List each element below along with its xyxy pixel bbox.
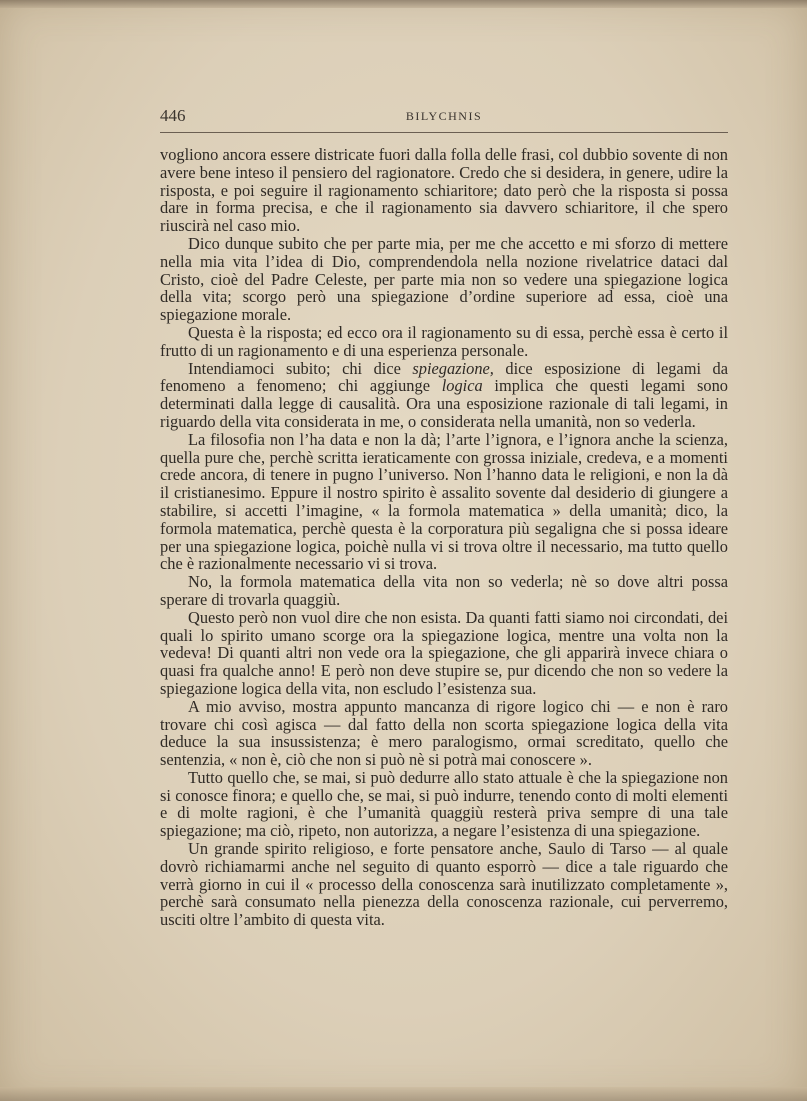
paragraph-4-italic-spiegazione: spiegazione, [412,358,494,378]
paragraph-5: La filosofia non l’ha data e non la dà; l’arte l’ignora, e l’ignora anche la scienza, quella pure che, perchè scritta ieraticamente con grossa iniziale, credeva, e a momenti crede ancora, di tenere in pugno l’universo. Non l’hanno data le religioni, e non la dà il cristianesimo. Eppure il nostro spirito è assalito sovente dal desiderio di giungere a stabilire, si accetti l’imagine, « la formola matematica » della umanità; dico, la formola matematica, perchè questa è la corporatura più segaligna che si possa ideare per una spiegazione logica, poichè nulla vi si trova oltre il necessario, ma tutto quello che è razionalmente necessario vi si trova. [160,429,728,574]
page-bottom-edge [0,1087,807,1101]
paragraph-7: Questo però non vuol dire che non esista. Da quanti fatti siamo noi circondati, dei quali lo spirito umano scorge ora la spiegazione logica, mentre una volta non la vedeva! Di quanti altri non vede ora la spiegazione, che gli apparirà invece chiara o quasi fra qualche anno! E però non deve stupire se, pur dicendo che non so vedere la spiegazione logica della vita, non escludo l’esistenza sua. [160,607,728,698]
paragraph-4 [160,360,728,431]
paragraph-8: A mio avviso, mostra appunto mancanza di rigore logico chi — e non è raro trovare chi così agisca — dal fatto della non scorta spiegazione logica della vita deduce la sua insussistenza; è mero paralogismo, ormai screditato, quello che sentenzia, « non è, ciò che non si può nè si potrà mai conoscere ». [160,696,728,770]
running-header [160,106,728,133]
paragraph-4-italic-logica: logica [441,376,483,396]
paragraph-3: Questa è la risposta; ed ecco ora il ragionamento su di essa, perchè essa è certo il frutto di un ragionamento e di una esperienza personale. [160,322,728,360]
page-number: 446 [160,106,186,125]
paragraph-2: Dico dunque subito che per parte mia, per me che accetto e mi sforzo di mettere nella mia vita l’idea di Dio, comprendendola nella nozione rivelatrice dataci dal Cristo, cioè del Padre Celeste, per parte mia non so vedere una spiegazione logica della vita; scorgo però una spiegazione d’ordine superiore ad essa, cioè una spiegazione morale. [160,233,728,325]
running-title: BILYCHNIS [405,109,483,123]
page-top-edge [0,0,807,8]
paragraph-4-text-a: Intendiamoci subito; chi dice [188,358,413,378]
paragraph-6: No, la formola matematica della vita non so vederla; nè so dove altri possa sperare di trovarla quaggiù. [160,572,728,609]
paragraph-4-text-b: dice esposizione di legami da fenomeno a fenomeno; chi aggiunge [160,358,728,396]
body-text [160,146,728,929]
paragraph-4-text-c: implica che questi legami sono determinati dalla legge di causalità. Ora una esposizione razionale di tali legami, in riguardo della vita considerata in me, o considerata nella umanità, non so vederla. [160,376,729,431]
paragraph-1: vogliono ancora essere districate fuori dalla folla delle frasi, col dubbio sovente di non avere bene inteso il pensiero del ragionatore. Credo che si desidera, in genere, udire la risposta, e poi seguire il ragionamento schiaritore; dato però che la risposta si possa dare in forma precisa, e che il ragionamento sia davvero schiaritore, il che spero riuscirà nel caso mio. [160,145,728,236]
paragraph-9: Tutto quello che, se mai, si può dedurre allo stato attuale è che la spiegazione non si conosce finora; e quello che, se mai, si può indurre, tenendo conto di molti elementi e di molte ragioni, è che l’umanità quaggiù resterà priva sempre di una tale spiegazione; ma ciò, ripeto, non autorizza, a negare l’esistenza di una spiegazione. [160,767,728,841]
paragraph-10: Un grande spirito religioso, e forte pensatore anche, Saulo di Tarso — al quale dovrò richiamarmi anche nel seguito di quanto esporrò — dice a tale riguardo che verrà giorno in cui il « processo della conoscenza sarà inutilizzato completamente », perchè sarà consumato nella pienezza della conoscenza razionale, cui perverremo, usciti oltre l’ambito di questa vita. [160,839,728,930]
